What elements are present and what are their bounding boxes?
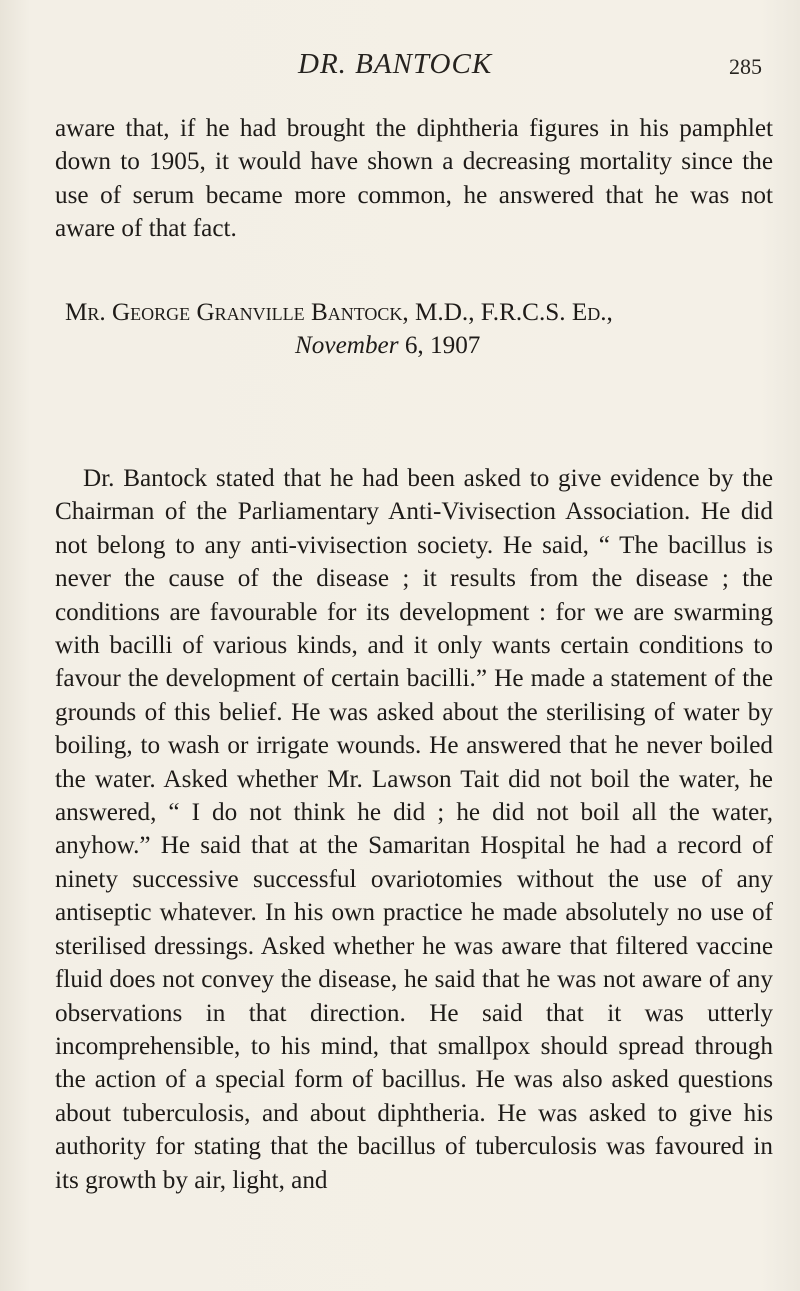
heading-date-rest: 6, 1907 xyxy=(398,332,481,360)
section-heading xyxy=(55,296,773,363)
paragraph-continued: aware that, if he had brought the diphtheria figures in his pamphlet down to 1905, it would have shown a decreasing mortality since the use of serum became more common, he answered that he was not aware of that fact. xyxy=(55,115,773,243)
heading-date-month: November xyxy=(295,332,399,360)
paragraph-testimony: Dr. Bantock stated that he had been asked to give evidence by the Chairman of the Parliamentary Anti-Vivisection Association. He did not belong to any anti-vivisection society. He said, “ The bacillus is never the cause of the disease ; it results from the disease ; the conditions are favourable for its development : for we are swarming with bacilli of various kinds, and it only wants certain conditions to favour the development of certain bacilli.” He made a statement of the grounds of this belief. He was asked about the sterilising of water by boiling, to wash or irrigate wounds. He answered that he never boiled the water. Asked whether Mr. Lawson Tait did not boil the water, he answered, “ I do not think he did ; he did not boil all the water, anyhow.” He said that at the Samaritan Hospital he had a record of ninety successive successful ovariotomies without the use of any antiseptic whatever. In his own practice he made absolutely no use of sterilised dressings. Asked whether he was aware that filtered vaccine fluid does not convey the disease, he said that he was not aware of any observations in that direction. He said that it was utterly incomprehensible, to his mind, that smallpox should spread through the action of a special form of bacillus. He was also asked questions about tuberculosis, and about diphtheria. He was asked to give his authority for stating that the bacillus of tuberculosis was favoured in its growth by air, light, and xyxy=(55,465,773,1194)
heading-witness-name: Mr. George Granville Bantock, M.D., F.R.C.S. Ed., xyxy=(65,299,613,326)
running-head xyxy=(0,48,800,88)
page-number: 285 xyxy=(729,54,762,79)
heading-date xyxy=(55,329,773,362)
running-title: DR. BANTOCK xyxy=(298,48,493,80)
